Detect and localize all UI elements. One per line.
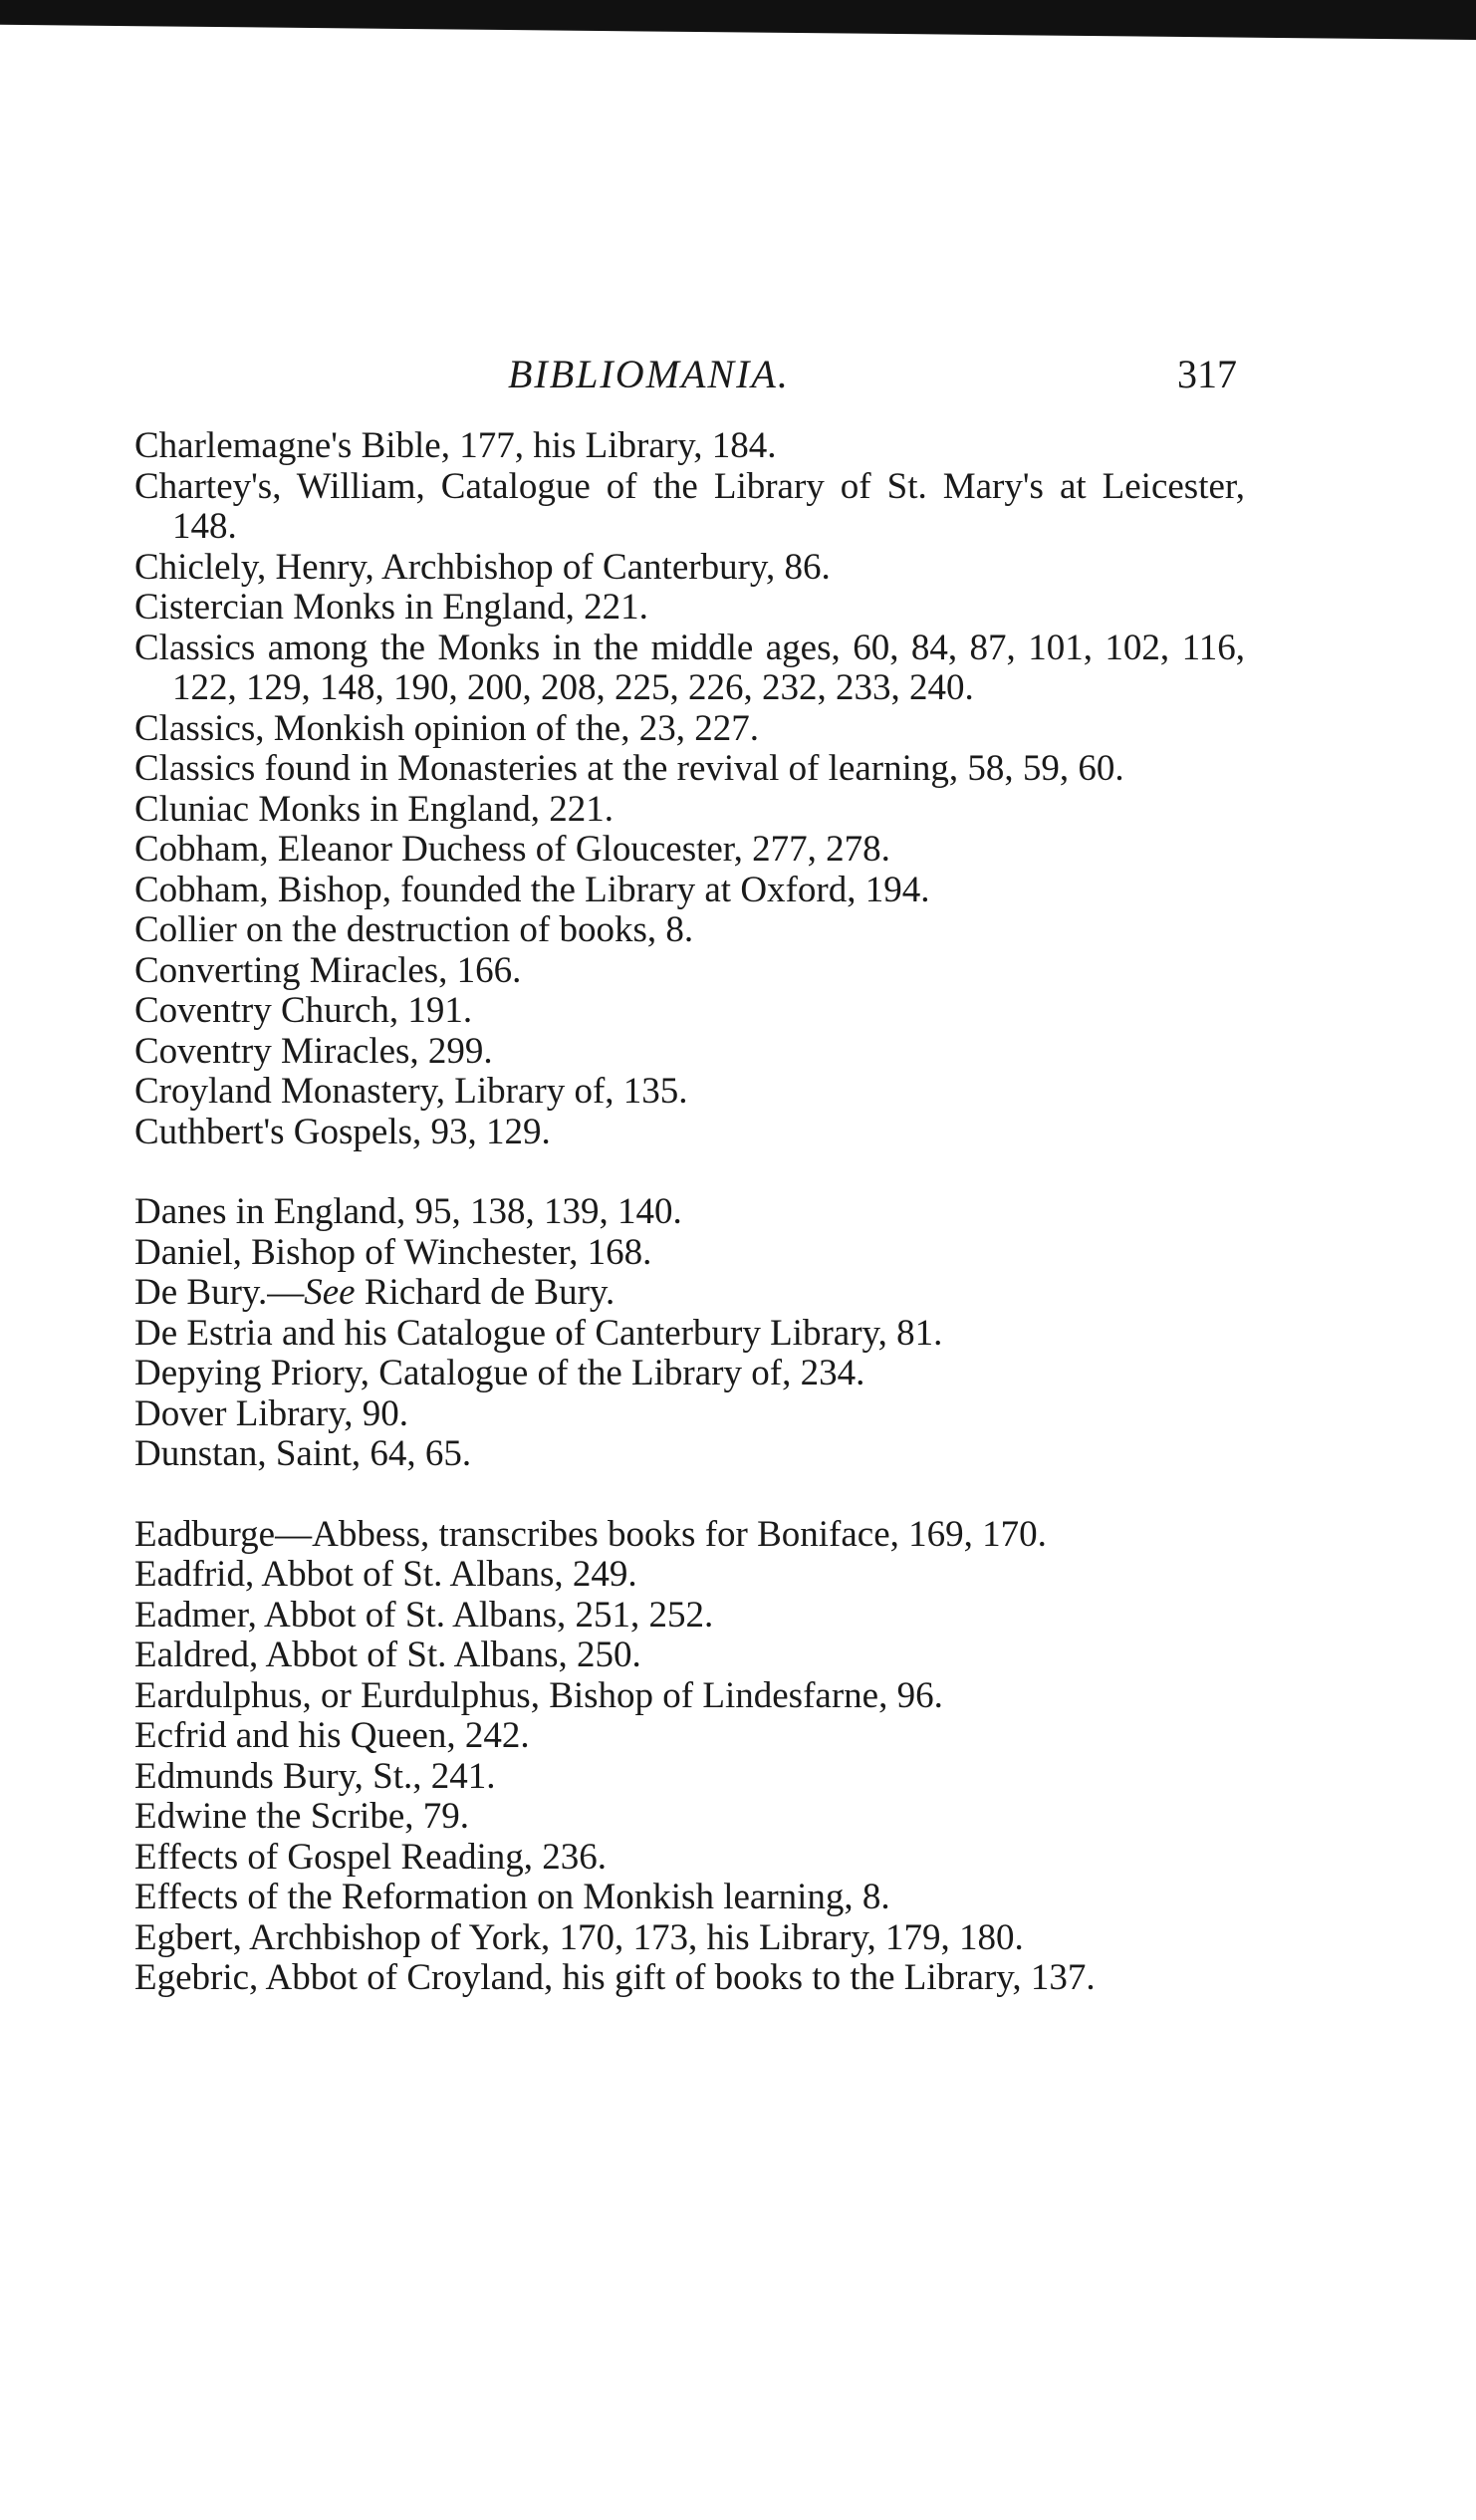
index-entry: Daniel, Bishop of Winchester, 168. <box>134 1231 652 1273</box>
index-entry: Charlemagne's Bible, 177, his Library, 184. <box>134 425 777 466</box>
index-entry: Eadfrid, Abbot of St. Albans, 249. <box>134 1554 637 1595</box>
index-entry: Effects of the Reformation on Monkish learning, 8. <box>134 1877 890 1917</box>
index-entry: Classics among the Monks in the middle ages, 60, 84, 87, 101, 102, 116, 122, 129, 148, 190, 200, 208, 225, 226, 232, 233, 240. <box>134 627 1245 708</box>
index-entry: Dover Library, 90. <box>134 1392 409 1434</box>
index-entry: Eadburge—Abbess, transcribes books for Boniface, 169, 170. <box>134 1513 1047 1555</box>
page-number: 317 <box>1177 352 1237 396</box>
running-title: BIBLIOMANIA. <box>508 352 790 396</box>
index-entry: Converting Miracles, 166. <box>134 949 522 991</box>
index-entry: Depying Priory, Catalogue of the Library of, 234. <box>134 1353 865 1393</box>
index-entry: Croyland Monastery, Library of, 135. <box>134 1071 688 1112</box>
index-entry: De Estria and his Catalogue of Canterbury Library, 81. <box>134 1312 943 1354</box>
index-entry: Chiclely, Henry, Archbishop of Canterbury, 86. <box>134 546 831 588</box>
index-entry: Eadmer, Abbot of St. Albans, 251, 252. <box>134 1594 714 1636</box>
top-border-rule <box>0 0 1476 40</box>
index-entry: Ealdred, Abbot of St. Albans, 250. <box>134 1635 641 1675</box>
index-entry: Edmunds Bury, St., 241. <box>134 1755 496 1797</box>
index-entry: Egbert, Archbishop of York, 170, 173, his Library, 179, 180. <box>134 1916 1024 1958</box>
index-entry: Coventry Church, 191. <box>134 990 473 1031</box>
cross-reference-target: Richard de Bury. <box>355 1272 615 1313</box>
index-entry: Cuthbert's Gospels, 93, 129. <box>134 1111 551 1152</box>
index-entry: Classics, Monkish opinion of the, 23, 227. <box>134 707 759 749</box>
index-entry-cross-reference <box>134 1273 1245 1314</box>
index-entry: Classics found in Monasteries at the revival of learning, 58, 59, 60. <box>134 748 1124 789</box>
index-entry: Cluniac Monks in England, 221. <box>134 788 614 830</box>
index-entry: Effects of Gospel Reading, 236. <box>134 1836 608 1878</box>
index-entry: Collier on the destruction of books, 8. <box>134 909 694 950</box>
index-entry: Cistercian Monks in England, 221. <box>134 587 648 628</box>
index-entry: Ecfrid and his Queen, 242. <box>134 1715 530 1756</box>
page-header <box>134 351 1245 406</box>
index-entry: Cobham, Eleanor Duchess of Gloucester, 277, 278. <box>134 829 890 870</box>
index-list <box>134 426 1245 2039</box>
index-section-e <box>134 1515 1245 1999</box>
index-entry: Cobham, Bishop, founded the Library at Oxford, 194. <box>134 869 930 910</box>
index-entry: Eardulphus, or Eurdulphus, Bishop of Lindesfarne, 96. <box>134 1674 943 1716</box>
index-entry: Coventry Miracles, 299. <box>134 1030 493 1072</box>
index-section-c <box>134 426 1245 1152</box>
index-section-d <box>134 1192 1245 1475</box>
entry-heading: De Bury. <box>134 1272 268 1313</box>
cross-reference-dash: — <box>267 1272 305 1313</box>
index-entry: Edwine the Scribe, 79. <box>134 1796 469 1837</box>
index-entry: Dunstan, Saint, 64, 65. <box>134 1433 472 1474</box>
index-entry: Chartey's, William, Catalogue of the Library of St. Mary's at Leicester, 148. <box>134 465 1245 547</box>
index-entry: Egebric, Abbot of Croyland, his gift of books to the Library, 137. <box>134 1957 1096 1998</box>
index-entry: Danes in England, 95, 138, 139, 140. <box>134 1191 682 1232</box>
see-reference: See <box>304 1272 356 1313</box>
